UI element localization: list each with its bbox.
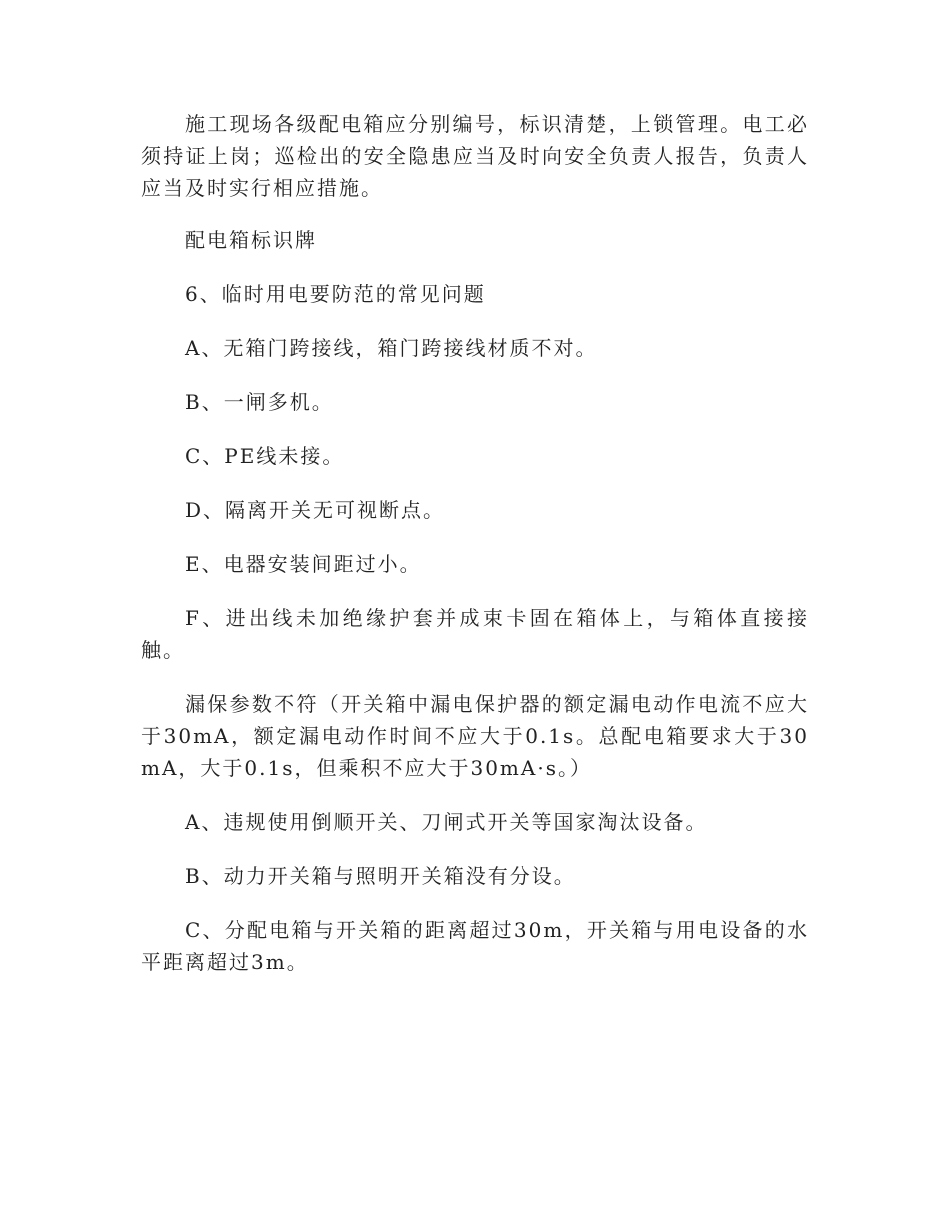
list-item-d: D、隔离开关无可视断点。 <box>185 498 446 522</box>
list-item-f: F、进出线未加绝缘护套并成束卡固在箱体上，与箱体直接接触。 <box>141 606 809 662</box>
paragraph-distribution-box-sign: 配电箱标识牌 <box>185 228 317 252</box>
document-body <box>141 108 809 978</box>
list-item-c-second: C、分配电箱与开关箱的距离超过30m，开关箱与用电设备的水平距离超过3m。 <box>141 918 809 974</box>
list-item-b-second: B、动力开关箱与照明开关箱没有分设。 <box>185 864 576 888</box>
paragraph-leakage-protection-params: 漏保参数不符（开关箱中漏电保护器的额定漏电动作电流不应大于30mA，额定漏电动作时间不应大于0.1s。总配电箱要求大于30mA，大于0.1s，但乘积不应大于30mA·s。） <box>141 692 809 780</box>
list-item-a: A、无箱门跨接线，箱门跨接线材质不对。 <box>185 336 598 360</box>
list-item-c: C、PE线未接。 <box>185 444 345 468</box>
list-item-a-second: A、违规使用倒顺开关、刀闸式开关等国家淘汰设备。 <box>185 810 708 834</box>
paragraph-distribution-box-management: 施工现场各级配电箱应分别编号，标识清楚，上锁管理。电工必须持证上岗；巡检出的安全隐患应当及时向安全负责人报告，负责人应当及时实行相应措施。 <box>141 112 809 200</box>
section-heading-common-problems: 6、临时用电要防范的常见问题 <box>185 282 486 306</box>
list-item-e: E、电器安装间距过小。 <box>185 552 422 576</box>
list-item-b: B、一闸多机。 <box>185 390 334 414</box>
